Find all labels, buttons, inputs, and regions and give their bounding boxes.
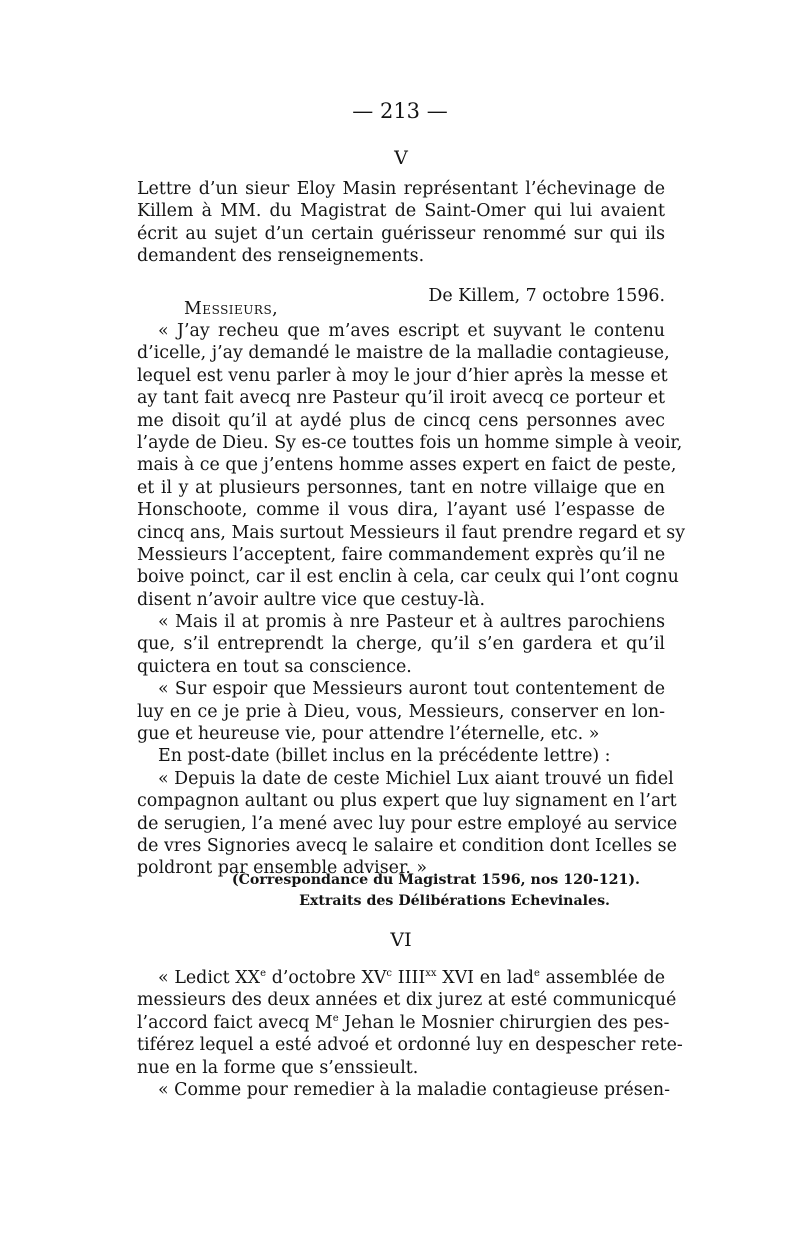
body-line: d’icelle, j’ay demandé le maistre de la malladie contagieuse, [137,343,670,364]
salutation-text: Messieurs, [184,299,279,319]
body-line: l’ayde de Dieu. Sy es-ce touttes fois un homme simple à veoir, [137,432,683,453]
body-line: me disoit qu’il at aydé plus de cincq cens personnes avec [137,410,665,431]
body-line: cincq ans, Mais surtout Messieurs il faut prendre regard et sy [137,522,686,543]
source-citation [137,870,665,912]
deliberation-line: tiférez lequel a esté advoé et ordonné luy en despescher rete- [137,1035,683,1056]
dateline-text: De Killem, 7 octobre 1596. [428,286,665,306]
body-line: disent n’avoir aultre vice que cestuy-là. [137,589,486,610]
body-line: de serugien, l’a mené avec luy pour estre employé au service [137,813,678,834]
body-line: ay tant fait avecq nre Pasteur qu’il iroit avecq ce porteur et [137,388,665,409]
body-line: « Sur espoir que Messieurs auront tout contentement de [158,679,665,700]
citation-line: Extraits des Délibérations Echevinales. [299,893,610,909]
salutation [137,298,665,320]
deliberation-line: « Ledict XXe d’octobre $XV^c$ IIII$^{xx}$ XVI en lad$^e$ assemblée de [158,968,665,988]
body-line: gue et heureuse vie, pour attendre l’éternelle, etc. » [137,724,600,745]
deliberation-line: nue en la forme que s’enssieult. [137,1057,419,1078]
body-line: que, s’il entreprendt la cherge, qu’il s’en gardera et qu’il [137,634,665,655]
letter-body [137,320,686,880]
section-heading-v: V [394,147,408,169]
intro-line: demandent des renseignements. [137,246,425,267]
body-line: compagnon aultant ou plus expert que luy signament en l’art [137,791,677,812]
body-line: lequel est venu parler à moy le jour d’hier après la messe et [137,365,668,386]
page-number: — 213 — [352,99,448,123]
body-line: mais à ce que j’entens homme asses expert en faict de peste, [137,455,677,476]
body-line: de vres Signories avecq le salaire et condition dont Icelles se [137,835,677,856]
body-line: boive poinct, car il est enclin à cela, car ceulx qui l’ont cognu [137,567,679,588]
intro-line: Lettre d’un sieur Eloy Masin représentant l’échevinage de [137,179,665,199]
section-heading-vi: VI [390,929,412,951]
deliberation-text [137,967,683,1101]
body-line: « Depuis la date de ceste Michiel Lux aiant trouvé un fidel [158,768,674,789]
deliberation-line: messieurs des deux années et dix jurez at esté communicqué [137,990,677,1011]
body-line: et il y at plusieurs personnes, tant en notre villaige que en [137,477,665,498]
body-line: poldront par ensemble adviser. » [137,858,428,879]
body-line: Messieurs l’acceptent, faire commandement exprès qu’il ne [137,544,666,565]
body-line: luy en ce je prie à Dieu, vous, Messieurs, conserver en lon- [137,701,665,722]
body-line: Honschoote, comme il vous dira, l’ayant usé l’espasse de [137,500,665,521]
deliberation-line: l’accord faict avecq Me Jehan le Mosnier chirurgien des pes- [137,1012,670,1033]
body-line: quictera en tout sa conscience. [137,656,412,677]
body-line: En post-date (billet inclus en la précédente lettre) : [158,746,611,767]
deliberation-line: « Comme pour remedier à la maladie contagieuse présen- [158,1079,670,1100]
intro-line: écrit au sujet d’un certain guérisseur renommé sur qui ils [137,223,665,244]
letter-introduction [137,178,665,268]
citation-line: (Correspondance du Magistrat 1596, nos 120-121). [231,872,640,888]
body-line: « J’ay recheu que m’aves escript et suyvant le contenu [158,321,665,341]
intro-line: Killem à MM. du Magistrat de Saint-Omer qui lui avaient [137,201,665,222]
body-line: « Mais il at promis à nre Pasteur et à aultres parochiens [158,612,665,633]
